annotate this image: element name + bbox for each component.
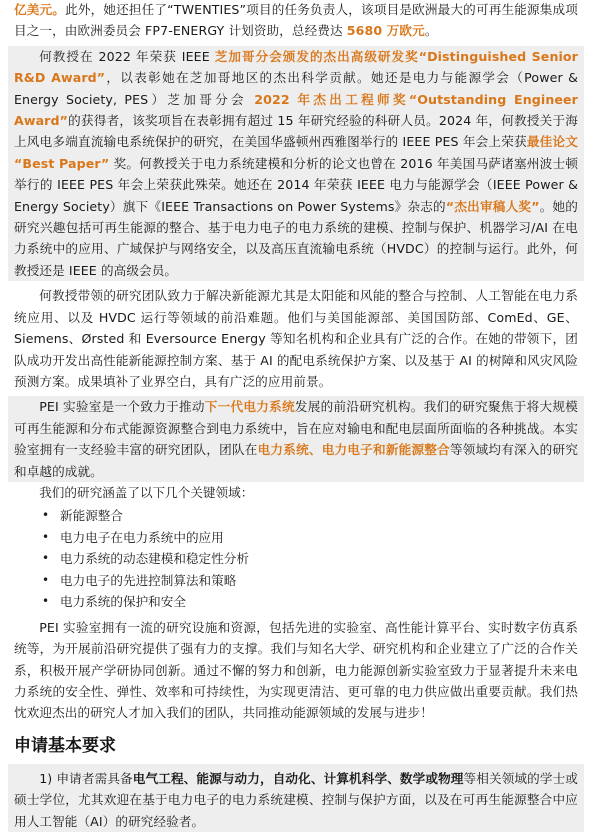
list-item [42,591,578,613]
requirement-item [14,768,578,832]
paragraph-text: 的获得者，该奖项旨在表彰拥有超过 15 年研究经验的科研人员。2024 年，何教授关于海上风电多端直流输电系统保护的研究，在美国华盛顿州西雅图举行的 IEEE PES 年会上荣获 [14,113,578,150]
section-title-requirements: 申请基本要求 [14,735,116,756]
list-item-text: 电力电子的先进控制算法和策略 [60,572,237,588]
list-item-text: 电力系统的动态建模和稳定性分析 [60,551,249,567]
paragraph-text: 。 [424,23,438,39]
bullet-icon: • [42,572,50,587]
paragraph-text: 。她的研究兴趣包括可再生能源的整合、基于电力电子的电力系统的建模、控制与保护、机器学习/AI 在电力系统中的应用、广域保护与网络安全，以及高压直流输电系统（HVDC）的控制与运行。此外，何教授还是 IEEE 的高级会员。 [14,198,578,278]
requirement-text: 1) 申请者需具备 [39,770,133,786]
paragraph-team: 何教授带领的研究团队致力于解决新能源尤其是太阳能和风能的整合与控制、人工智能在电力系统应用、以及 HVDC 运行等领域的前沿难题。他们与美国能源部、美国国防部、ComEd、GE、Siemens、Ørsted 和 Eversource Energy 等知名机构和企业具有广泛的合作。在她的带领下，团队成功开发出高性能新能源控制方案、基于 AI 的配电系统保护方案、以及基于 AI 的树障和风灾风险预测方案。成果填补了业界空白，具有广泛的应用前景。 [14,288,578,389]
bullet-icon: • [42,508,50,523]
list-item [42,548,578,570]
requirement-text: 等相关领域的学士或硕士学位，尤其欢迎在基于电力电子的电力系统建模、控制与保护方面，以及在可再生能源整合中应用人工智能（AI）的研究经验者。 [14,770,578,829]
paragraph-text: 何教授在 2022 年荣获 IEEE [39,48,215,64]
funding-amount-usd: 亿美元。 [14,2,66,17]
list-item-text: 新能源整合 [60,508,123,524]
paragraph-awards [14,46,578,281]
research-areas-intro: 我们的研究涵盖了以下几个关键领域： [39,484,254,500]
list-item-text: 电力系统的保护和安全 [60,594,186,610]
paragraph-facilities: PEI 实验室拥有一流的研究设施和资源，包括先进的实验室、高性能计算平台、实时数字仿真系统等，为开展前沿研究提供了强有力的支撑。我们与知名大学、研究机构和企业建立了广泛的合作关系，积极开展产学研协同创新。通过不懈的努力和创新，电力能源创新实验室致力于显著提升未来电力系统的安全性、弹性、效率和可持续性，为实现更清洁、更可靠的电力供应做出重要贡献。我们热忱欢迎杰出的研究人才加入我们的团队，共同推动能源领域的发展与进步！ [14,619,578,721]
award-outstanding-reviewer: “杰出审稿人奖” [445,198,540,214]
highlight-next-gen-power: 下一代电力系统 [204,399,295,415]
bullet-icon: • [42,594,50,609]
bullet-icon: • [42,529,50,544]
list-item [42,505,578,527]
funding-amount-eur: 5680 万欧元 [346,23,425,39]
highlight-research-fields: 电力系统、电力电子和新能源整合 [257,442,450,458]
list-item [42,570,578,592]
paragraph-text: ，以表彰她在芝加哥地区的杰出科学贡献。她还是电力与能源学会（Power & Energy Society, PES）芝加哥分会 [14,70,578,107]
lab-intro-block [8,396,584,482]
paragraph-lab [14,396,578,482]
requirements-block [8,764,584,832]
paragraph-text: 奖。何教授关于电力系统建模和分析的论文也曾在 2016 年美国马萨诸塞州波士顿举行的 IEEE PES 年会上荣获此殊荣。她还在 2014 年荣获 IEEE 电力与能源学会（IEEE Power & Energy Society）旗下《IEEE Transactions on Power Systems》杂志的 [14,155,579,214]
paragraph-text: 等领域均有深入的研究和卓越的成就。 [14,442,579,479]
paragraph-text: PEI 实验室是一个致力于推动 [39,399,205,415]
award-distinguished-senior: 芝加哥分会颁发的杰出高级研发奖“Distinguished Senior R&D Award” [14,48,578,86]
awards-block [8,46,584,281]
list-item [42,527,578,549]
award-outstanding-engineer: 2022 年杰出工程师奖“Outstanding Engineer Award” [14,91,578,129]
paragraph-text: 发展的前沿研究机构。我们的研究聚焦于将大规模可再生能源和分布式能源资源整合到电力系统中，旨在应对输电和配电层面所面临的各种挑战。本实验室拥有一支经验丰富的研究团队，团队在 [14,399,578,458]
award-best-paper: 最佳论文 “Best Paper” [14,134,579,171]
list-item-text: 电力电子在电力系统中的应用 [60,529,224,545]
paragraph-funding [14,0,578,42]
research-areas-list [14,505,578,613]
paragraph-text: 此外，她还担任了“TWENTIES”项目的任务负责人，该项目是欧洲最大的可再生能源集成项目之一，由欧洲委员会 FP7-ENERGY 计划资助，总经费达 [14,2,578,39]
requirement-fields: 电气工程、能源与动力，自动化、计算机科学、数学或物理 [132,770,464,786]
bullet-icon: • [42,551,50,566]
